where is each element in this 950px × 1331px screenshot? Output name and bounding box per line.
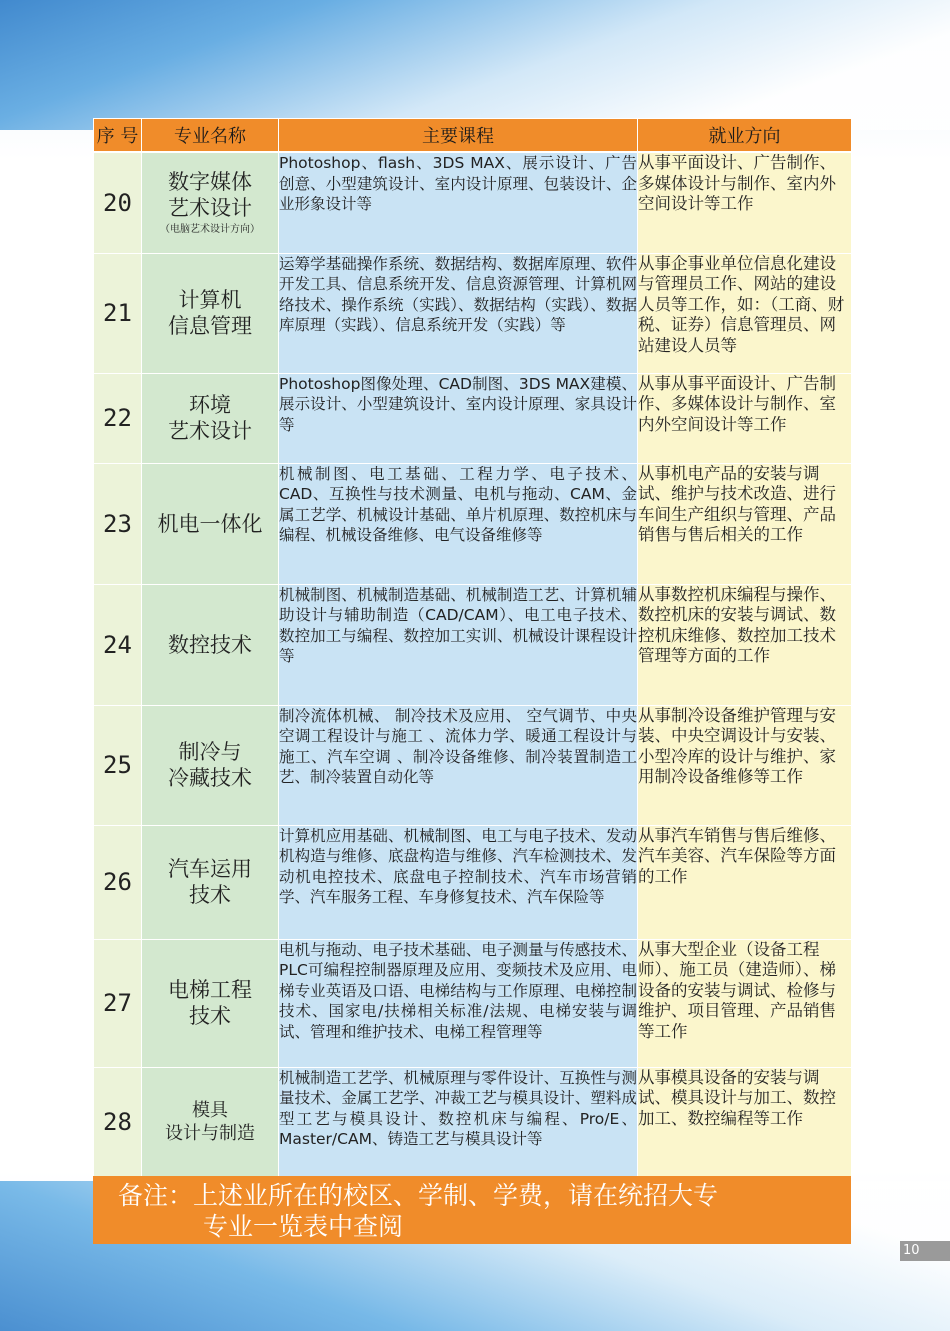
career-text: 从事数控机床编程与操作、数控机床的安装与调试、数控机床维修、数控加工技术管理等方面的工作 (638, 584, 852, 705)
remark-line-2: 专业一览表中查阅 (203, 1212, 404, 1241)
major-name (142, 253, 279, 373)
major-name-line: 电梯工程 (168, 978, 252, 1002)
major-name (142, 373, 279, 463)
major-name-line: 信息管理 (168, 314, 252, 338)
row-number: 24 (94, 584, 142, 705)
major-name (142, 705, 279, 825)
row-number: 22 (94, 373, 142, 463)
major-name-line: 冷藏技术 (168, 766, 252, 790)
header-name: 专业名称 (142, 119, 279, 153)
major-name-line: 机电一体化 (157, 511, 263, 536)
major-name-line: 艺术设计 (168, 195, 252, 220)
header-career: 就业方向 (638, 119, 852, 153)
course-list: 电机与拖动、电子技术基础、电子测量与传感技术、PLC可编程控制器原理及应用、变频技术及应用、电梯专业英语及口语、电梯结构与工作原理、电梯控制技术、国家电/扶梯相关标准/法规、电梯安装与调试、管理和维护技术、电梯工程管理等 (279, 939, 638, 1067)
header-background (0, 0, 950, 130)
major-name-line: 环境 (189, 393, 231, 417)
table-row (94, 939, 852, 1067)
major-name-line: 技术 (189, 883, 231, 907)
major-name (142, 463, 279, 584)
table-row (94, 825, 852, 939)
career-text: 从事机电产品的安装与调试、维护与技术改造、进行车间生产组织与管理、产品销售与售后相关的工作 (638, 463, 852, 584)
course-list: 机械制图、机械制造基础、机械制造工艺、计算机辅助设计与辅助制造（CAD/CAM）、电工电子技术、数控加工与编程、数控加工实训、机械设计课程设计等 (279, 584, 638, 705)
major-name (142, 1067, 279, 1177)
major-name (142, 584, 279, 705)
course-list: 机械制造工艺学、机械原理与零件设计、互换性与测量技术、金属工艺学、冲裁工艺与模具设计、塑料成型工艺与模具设计、数控机床与编程、Pro/E、Master/CAM、铸造工艺与模具设计等 (279, 1067, 638, 1177)
career-text: 从事平面设计、广告制作、多媒体设计与制作、室内外空间设计等工作 (638, 152, 852, 253)
course-list: 计算机应用基础、机械制图、电工与电子技术、发动机构造与维修、底盘构造与维修、汽车检测技术、发动机电控技术、底盘电子控制技术、汽车市场营销学、汽车服务工程、车身修复技术、汽车保险等 (279, 825, 638, 939)
row-number: 27 (94, 939, 142, 1067)
major-name-line: 数字媒体 (168, 169, 252, 194)
major-name-line: 汽车运用 (168, 857, 252, 881)
major-name (142, 825, 279, 939)
page-number: 10 (900, 1241, 950, 1261)
table-row (94, 373, 852, 463)
major-name-line: 计算机 (178, 288, 242, 312)
row-number: 28 (94, 1067, 142, 1177)
row-number: 20 (94, 152, 142, 253)
major-name-line: 艺术设计 (168, 419, 252, 443)
career-text: 从事模具设备的安装与调试、模具设计与加工、数控加工、数控编程等工作 (638, 1067, 852, 1177)
major-name-note: （电脑艺术设计方向） (160, 223, 260, 235)
major-name-line: 设计与制造 (165, 1123, 255, 1144)
major-name-line: 技术 (189, 1004, 231, 1028)
course-list: 制冷流体机械、 制冷技术及应用、 空气调节、中央空调工程设计与施工 、流体力学、暖通工程设计与施工、汽车空调 、制冷设备维修、制冷装置制造工艺、制冷装置自动化等 (279, 705, 638, 825)
career-text: 从事汽车销售与售后维修、汽车美容、汽车保险等方面的工作 (638, 825, 852, 939)
major-name (142, 152, 279, 253)
course-list: Photoshop图像处理、CAD制图、3DS MAX建模、展示设计、小型建筑设计、室内设计原理、家具设计等 (279, 373, 638, 463)
course-list: 运筹学基础操作系统、数据结构、数据库原理、软件开发工具、信息系统开发、信息资源管理、计算机网络技术、操作系统（实践）、数据结构（实践）、数据库原理（实践）、信息系统开发（实践）等 (279, 253, 638, 373)
table-header-row (94, 119, 852, 153)
career-text: 从事制冷设备维护管理与安装、中央空调设计与安装、小型冷库的设计与维护、家用制冷设备维修等工作 (638, 705, 852, 825)
header-course: 主要课程 (279, 119, 638, 153)
table-row (94, 584, 852, 705)
course-list: 机械制图、电工基础、工程力学、电子技术、CAD、互换性与技术测量、电机与拖动、CAM、金属工艺学、机械设计基础、单片机原理、数控机床与编程、机械设备维修、电气设备维修等 (279, 463, 638, 584)
table-row (94, 463, 852, 584)
career-text: 从事大型企业（设备工程师）、施工员（建造师）、梯设备的安装与调试、检修与维护、项目管理、产品销售等工作 (638, 939, 852, 1067)
remark-banner (93, 1176, 851, 1244)
row-number: 26 (94, 825, 142, 939)
row-number: 25 (94, 705, 142, 825)
major-name-line: 数控技术 (168, 632, 252, 657)
row-number: 23 (94, 463, 142, 584)
header-num: 序 号 (94, 119, 142, 153)
table-row (94, 152, 852, 253)
course-list: Photoshop、flash、3DS MAX、展示设计、广告创意、小型建筑设计、室内设计原理、包装设计、企业形象设计等 (279, 152, 638, 253)
career-text: 从事企事业单位信息化建设与管理员工作、网站的建设人员等工作，如：（工商、财税、证券）信息管理员、网站建设人员等 (638, 253, 852, 373)
row-number: 21 (94, 253, 142, 373)
majors-table (93, 118, 852, 1178)
major-name-line: 模具 (192, 1100, 228, 1121)
major-name (142, 939, 279, 1067)
major-name-line: 制冷与 (178, 740, 242, 764)
table-row (94, 1067, 852, 1177)
remark-line-1: 备注：上述业所在的校区、学制、学费，请在统招大专 (118, 1181, 719, 1210)
table-row (94, 253, 852, 373)
career-text: 从事从事平面设计、广告制作、多媒体设计与制作、室内外空间设计等工作 (638, 373, 852, 463)
table-row (94, 705, 852, 825)
